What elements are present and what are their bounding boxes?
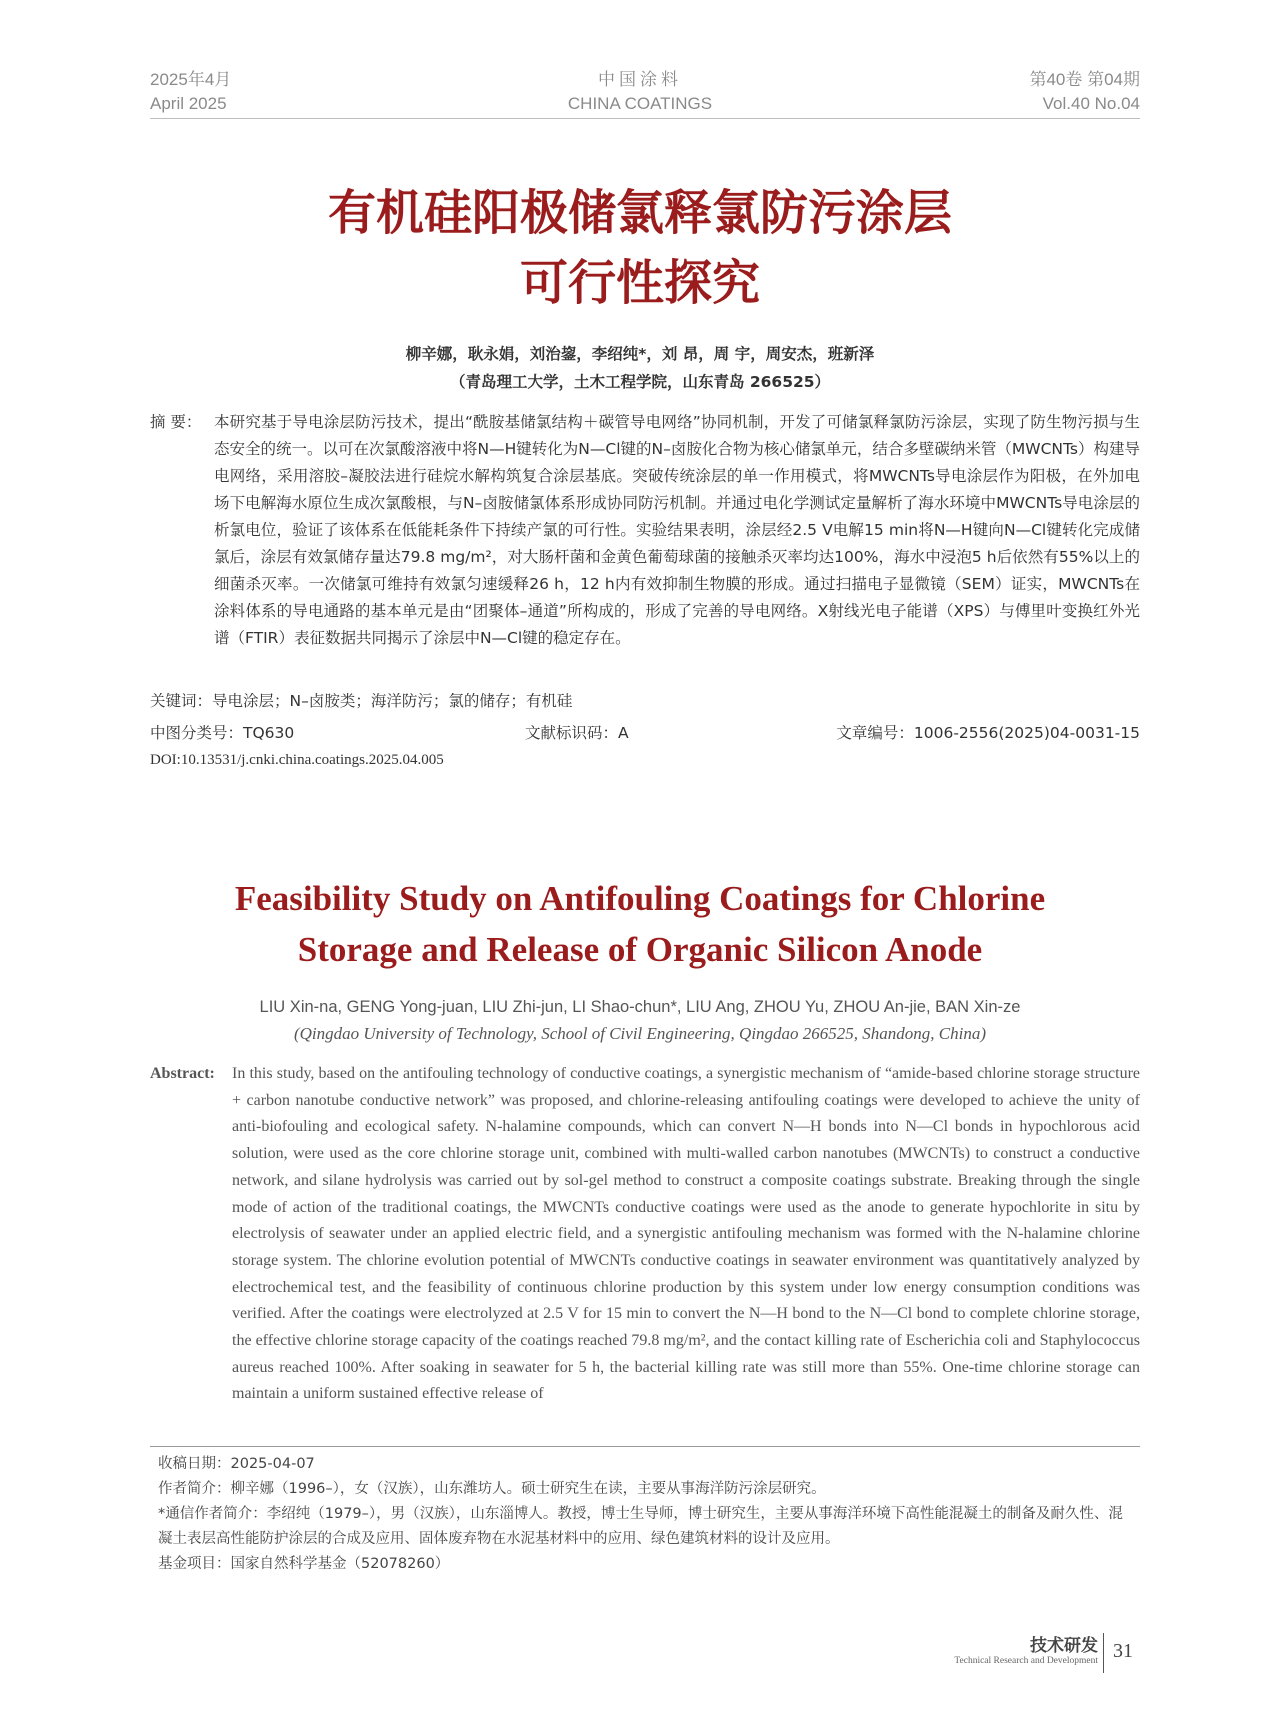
footnote-rule <box>150 1446 1140 1447</box>
footnote-author-bio: 作者简介：柳辛娜（1996–），女（汉族），山东潍坊人。硕士研究生在读，主要从事海洋防污涂层研究。 <box>158 1481 826 1497</box>
abstract-cn-label: 摘 要： <box>150 413 202 431</box>
header-volume-en: Vol.40 No.04 <box>1042 94 1140 113</box>
footnote-corresponding: *通信作者简介：李绍纯（1979–），男（汉族），山东淄博人。教授，博士生导师，博士研究生，主要从事海洋环境下高性能混凝土的制备及耐久性、混凝土表层高性能防护涂层的合成及应用、固体废弃物在水泥基材料中的应用、绿色建筑材料的设计及应用。 <box>158 1506 1123 1547</box>
title-en-line-2: Storage and Release of Organic Silicon Anode <box>297 930 983 969</box>
header-center <box>440 68 840 116</box>
footnotes <box>158 1452 1133 1577</box>
footer-section <box>880 1631 1098 1666</box>
article-number: 文章编号：1006-2556(2025)04-0031-15 <box>836 724 1140 742</box>
page-number: 31 <box>1113 1640 1133 1662</box>
header-rule <box>150 118 1140 119</box>
authors-cn: 柳辛娜，耿永娟，刘治鋆，李绍纯*，刘 昂，周 宇，周安杰，班新泽 <box>405 345 875 363</box>
abstract-en-text: In this study, based on the antifouling technology of conductive coatings, a synergistic mechanism of “amide-based chlorine storage structure + carbon nanotube conductive network” was proposed, and chlorine-releasing antifouling coatings were developed to achieve the unity of anti-biofouling and ecological safety. N-halamine compounds, which can convert N—H bonds into N—Cl bonds in hypochlorous acid solution, were used as the core chlorine storage unit, combined with multi-walled carbon nanotubes (MWCNTs) to construct a conductive network, and silane hydrolysis was carried out by sol-gel method to construct a composite coatings substrate. Breaking through the single mode of action of the traditional coatings, the MWCNTs conductive coatings were used as the anode to generate hypochlorite in situ by electrolysis of seawater under an applied electric field, and a synergistic antifouling mechanism was formed with the N-halamine chlorine storage system. The chlorine evolution potential of MWCNTs conductive coatings in seawater environment was quantitatively analyzed by electrochemical test, and the feasibility of continuous chlorine production by this system under low energy consumption conditions was verified. After the coatings were electrolyzed at 2.5 V for 15 min to convert the N—H bond to the N—Cl bond to complete chlorine storage, the effective chlorine storage capacity of the coatings reached 79.8 mg/m², and the contact killing rate of Escherichia coli and Staphylococcus aureus reached 100%. After soaking in seawater for 5 h, the bacterial killing rate was still more than 55%. One-time chlorine storage can maintain a uniform sustained effective release of <box>232 1065 1140 1403</box>
abstract-cn-text: 本研究基于导电涂层防污技术，提出“酰胺基储氯结构＋碳管导电网络”协同机制，开发了可储氯释氯防污涂层，实现了防生物污损与生态安全的统一。以可在次氯酸溶液中将N—H键转化为N—Cl键的N–卤胺化合物为核心储氯单元，结合多壁碳纳米管（MWCNTs）构建导电网络，采用溶胶–凝胶法进行硅烷水解构筑复合涂层基底。突破传统涂层的单一作用模式，将MWCNTs导电涂层作为阳极，在外加电场下电解海水原位生成次氯酸根，与N–卤胺储氯体系形成协同防污机制。并通过电化学测试定量解析了海水环境中MWCNTs导电涂层的析氯电位，验证了该体系在低能耗条件下持续产氯的可行性。实验结果表明，涂层经2.5 V电解15 min将N—H键向N—Cl键转化完成储氯后，涂层有效氯储存量达79.8 mg/m²，对大肠杆菌和金黄色葡萄球菌的接触杀灭率均达100%，海水中浸泡5 h后依然有55%以上的细菌杀灭率。一次储氯可维持有效氯匀速缓释26 h，12 h内有效抑制生物膜的形成。通过扫描电子显微镜（SEM）证实，MWCNTs在涂料体系的导电通路的基本单元是由“团聚体–通道”所构成的，形成了完善的导电网络。X射线光电子能谱（XPS）与傅里叶变换红外光谱（FTIR）表征数据共同揭示了涂层中N—Cl键的稳定存在。 <box>214 413 1140 647</box>
abstract-en <box>150 1061 1140 1408</box>
abstract-en-label: Abstract: <box>150 1065 215 1082</box>
affiliation-cn: （青岛理工大学，土木工程学院，山东青岛 266525） <box>449 373 831 391</box>
footnote-received: 收稿日期：2025-04-07 <box>158 1456 315 1472</box>
header-journal-cn: 中国涂料 <box>598 70 682 89</box>
affiliation-en: (Qingdao University of Technology, School of Civil Engineering, Qingdao 266525, Shandong, China) <box>293 1024 987 1043</box>
title-cn-line-1: 有机硅阳极储氯释氯防污涂层 <box>327 185 952 241</box>
abstract-cn <box>150 409 1140 652</box>
title-cn <box>0 178 1280 318</box>
footer-section-en: Technical Research and Development <box>954 1656 1098 1666</box>
header-volume-cn: 第40卷 第04期 <box>1029 70 1140 89</box>
clc-number: 中图分类号：TQ630 <box>150 724 295 742</box>
title-en-line-1: Feasibility Study on Antifouling Coatings for Chlorine <box>234 879 1046 918</box>
header-right <box>840 68 1140 116</box>
footer-divider <box>1103 1633 1104 1673</box>
footnote-fund: 基金项目：国家自然科学基金（52078260） <box>158 1556 450 1572</box>
header-date-en: April 2025 <box>150 94 227 113</box>
title-en <box>0 873 1280 975</box>
header-left <box>150 68 231 116</box>
header-journal-en: CHINA COATINGS <box>567 94 713 113</box>
header-date-cn: 2025年4月 <box>150 70 232 89</box>
keywords-cn: 关键词：导电涂层；N–卤胺类；海洋防污；氯的储存；有机硅 <box>150 692 573 710</box>
doi: DOI:10.13531/j.cnki.china.coatings.2025.04.005 <box>150 752 444 768</box>
document-code: 文献标识码：A <box>525 724 629 742</box>
footer-section-cn: 技术研发 <box>1030 1636 1098 1656</box>
authors-en: LIU Xin-na, GENG Yong-juan, LIU Zhi-jun, LI Shao-chun*, LIU Ang, ZHOU Yu, ZHOU An-jie, BAN Xin-ze <box>259 998 1021 1016</box>
title-cn-line-2: 可行性探究 <box>519 255 760 311</box>
